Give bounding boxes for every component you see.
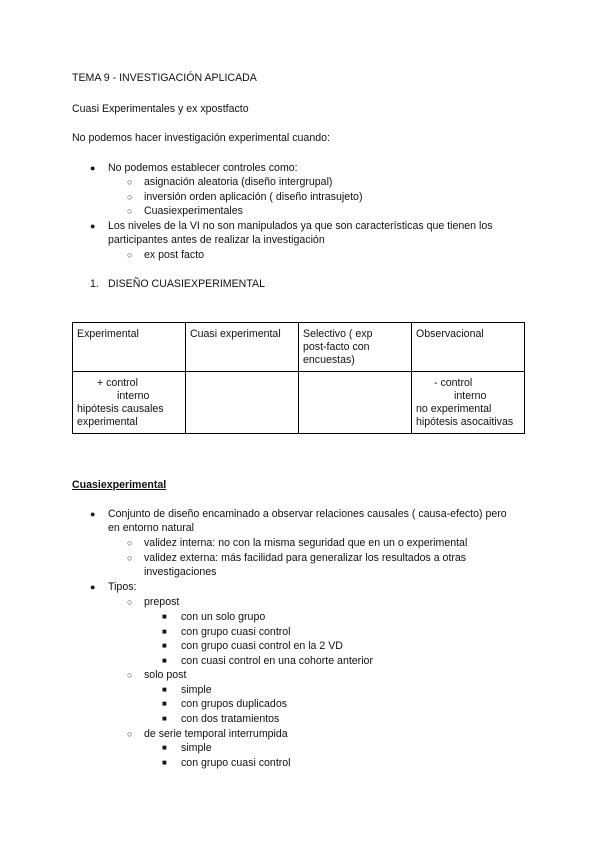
bullet-circle-icon: ○ — [127, 177, 133, 187]
bullet-square-icon: ■ — [162, 641, 167, 650]
bullet-circle-icon: ○ — [127, 553, 133, 563]
list-item: con cuasi control en una cohorte anterior — [181, 655, 373, 667]
document-subtitle: Cuasi Experimentales y ex xpostfacto — [72, 103, 249, 115]
list-item-continuation: en entorno natural — [108, 522, 194, 534]
list-item: Tipos: — [108, 581, 137, 593]
bullet-circle-icon: ○ — [127, 729, 133, 739]
list-item: validez interna: no con la misma seguridad que en un o experimental — [144, 537, 468, 549]
table-row — [73, 372, 525, 434]
bullet-square-icon: ■ — [162, 699, 167, 708]
bullet-circle-icon: ○ — [127, 206, 133, 216]
section-heading: Cuasiexperimental — [72, 479, 167, 491]
list-item: Cuasiexperimentales — [144, 205, 243, 217]
bullet-circle-icon: ○ — [127, 597, 133, 607]
bullet-circle-icon: ○ — [127, 670, 133, 680]
list-item-continuation: participantes antes de realizar la investigación — [108, 234, 325, 246]
document-title: TEMA 9 - INVESTIGACIÓN APLICADA — [72, 72, 257, 84]
table-cell: + control interno hipótesis causales experimental — [73, 372, 186, 434]
table-header-cell: Cuasi experimental — [186, 323, 299, 372]
table-header-cell: Observacional — [412, 323, 525, 372]
table-cell: - control interno no experimental hipótesis asocaitivas — [412, 372, 525, 434]
list-item: con grupo cuasi control en la 2 VD — [181, 640, 343, 652]
list-item: Los niveles de la VI no son manipulados ya que son características que tienen los — [108, 220, 493, 232]
bullet-disc-icon: ● — [90, 221, 96, 231]
list-item: inversión orden aplicación ( diseño intrasujeto) — [144, 191, 363, 203]
list-item: validez externa: más facilidad para generalizar los resultados a otras — [144, 552, 467, 564]
list-item: con un solo grupo — [181, 611, 266, 623]
table-cell — [299, 372, 412, 434]
list-item: con grupo cuasi control — [181, 626, 291, 638]
table-header-row — [73, 323, 525, 372]
numbered-index: 1. — [90, 278, 99, 290]
bullet-circle-icon: ○ — [127, 538, 133, 548]
bullet-circle-icon: ○ — [127, 250, 133, 260]
list-item: con grupo cuasi control — [181, 757, 291, 769]
list-item: con dos tratamientos — [181, 713, 280, 725]
bullet-disc-icon: ● — [90, 509, 96, 519]
table-header-cell: Selectivo ( exp post-facto con encuestas) — [299, 323, 412, 372]
list-item-continuation: investigaciones — [144, 566, 217, 578]
bullet-square-icon: ■ — [162, 743, 167, 752]
list-item: ex post facto — [144, 249, 205, 261]
list-item: prepost — [144, 596, 180, 608]
table-cell — [186, 372, 299, 434]
bullet-circle-icon: ○ — [127, 192, 133, 202]
intro-paragraph: No podemos hacer investigación experimental cuando: — [72, 132, 330, 144]
table-header-cell: Experimental — [73, 323, 186, 372]
bullet-square-icon: ■ — [162, 714, 167, 723]
list-item: No podemos establecer controles como: — [108, 162, 298, 174]
bullet-square-icon: ■ — [162, 627, 167, 636]
list-item: asignación aleatoria (diseño intergrupal) — [144, 176, 333, 188]
bullet-square-icon: ■ — [162, 758, 167, 767]
bullet-disc-icon: ● — [90, 582, 96, 592]
list-item: con grupos duplicados — [181, 698, 288, 710]
bullet-square-icon: ■ — [162, 685, 167, 694]
list-item: solo post — [144, 669, 187, 681]
bullet-square-icon: ■ — [162, 612, 167, 621]
bullet-disc-icon: ● — [90, 163, 96, 173]
numbered-heading: DISEÑO CUASIEXPERIMENTAL — [108, 278, 265, 290]
design-table — [72, 322, 525, 434]
list-item: Conjunto de diseño encaminado a observar relaciones causales ( causa-efecto) pero — [108, 508, 507, 520]
bullet-square-icon: ■ — [162, 656, 167, 665]
list-item: simple — [181, 742, 212, 754]
list-item: simple — [181, 684, 212, 696]
list-item: de serie temporal interrumpida — [144, 728, 288, 740]
